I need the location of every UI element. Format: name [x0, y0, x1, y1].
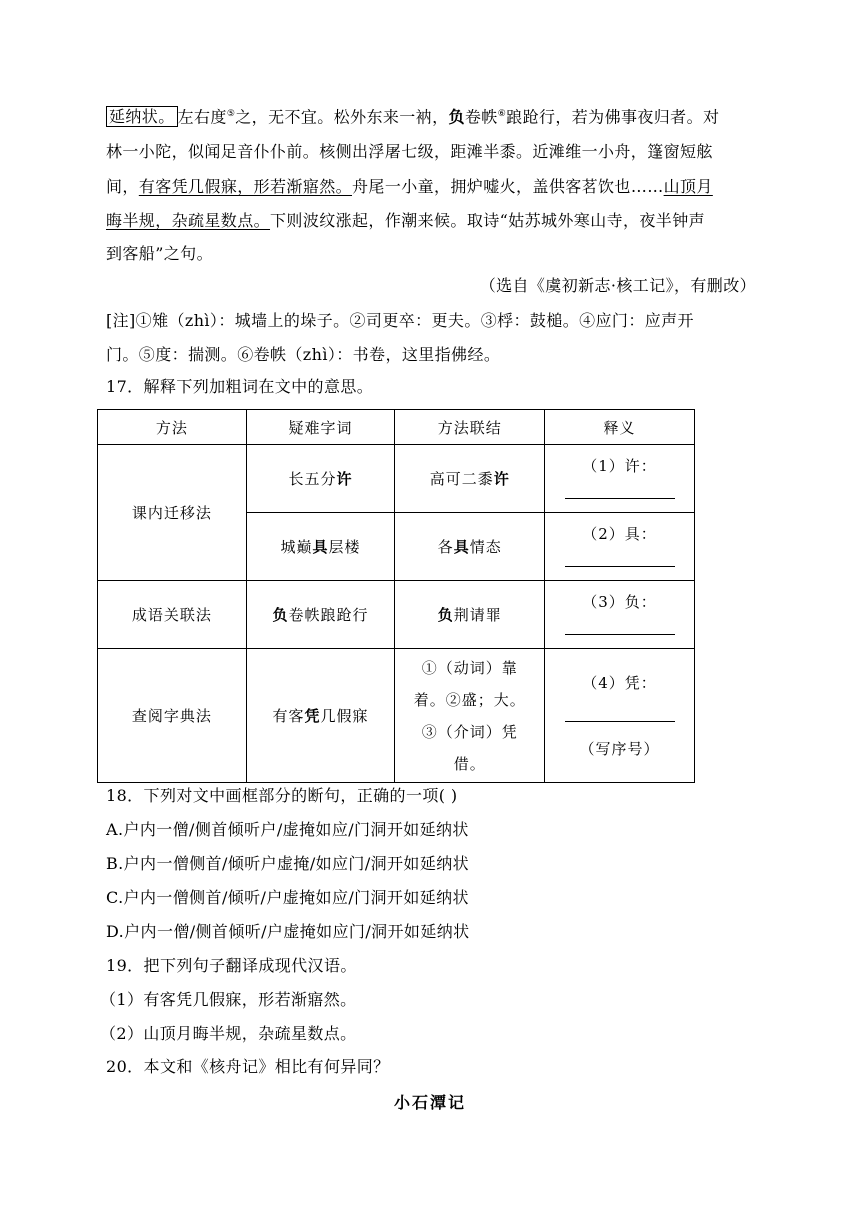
meaning-cell [545, 581, 695, 649]
underlined-phrase: 山顶月 [663, 177, 713, 196]
text-span: 之，无不宜。松外东来一衲， [235, 107, 449, 127]
text-span: 长五分 [288, 470, 337, 488]
link-cell [395, 581, 545, 649]
option-c[interactable]: C.户内一僧侧首/倾听/户虚掩如应/门洞开如延纳状 [106, 888, 469, 907]
bold-word: 凭 [304, 707, 321, 725]
meaning-label: （1）许： [582, 456, 657, 475]
bold-word: 负 [448, 107, 465, 127]
text-span: 城巅 [280, 538, 313, 556]
question-18: 18．下列对文中画框部分的断句，正确的一项( ) [106, 786, 458, 805]
passage-line-3 [106, 177, 756, 197]
footnote-mark: ⑤ [226, 109, 236, 119]
word-cell [246, 513, 395, 581]
option-b[interactable]: B.户内一僧侧首/倾听户虚掩/如应门/洞开如延纳状 [106, 854, 470, 873]
notes-line-2: 门。⑤度：揣测。⑥卷帙（zhì）：书卷，这里指佛经。 [106, 345, 501, 364]
answer-blank[interactable] [565, 550, 675, 567]
answer-blank[interactable] [565, 618, 675, 635]
link-cell [395, 649, 545, 783]
source-citation: （选自《虞初新志·核工记》，有删改） [479, 276, 756, 295]
method-cell: 课内迁移法 [98, 445, 247, 581]
meaning-label: （4）凭： [582, 674, 657, 692]
option-d[interactable]: D.户内一僧/侧首倾听/户虚掩如应门/洞开如延纳状 [106, 922, 470, 941]
meaning-cell [545, 445, 695, 513]
answer-blank[interactable] [565, 482, 675, 499]
underlined-phrase: 有客凭几假寐，形若渐寤然。 [138, 177, 353, 196]
bold-word: 许 [493, 470, 510, 488]
text-span: 舟尾一小童，拥炉嘘火，盖供客茗饮也…… [352, 177, 664, 196]
meaning-note: （写序号） [579, 740, 660, 758]
text-span: 层楼 [328, 538, 361, 556]
text-span: 卷帙 [464, 107, 498, 127]
text-span: 踉跄行，若为佛事夜归者。对 [506, 107, 720, 127]
meaning-label: （3）负： [582, 592, 657, 611]
meaning-cell [545, 649, 695, 783]
next-passage-title: 小石潭记 [393, 1093, 466, 1112]
notes-line-1: [注]①雉（zhì）：城墙上的垛子。②司更卒：更夫。③桴：鼓槌。④应门：应声开 [106, 311, 694, 330]
option-a[interactable]: A.户内一僧/侧首倾听户/虚掩如应/门洞开如延纳状 [106, 820, 469, 839]
table-header: 疑难字词 [246, 410, 395, 445]
question-19: 19．把下列句子翻译成现代汉语。 [106, 956, 357, 975]
table-row [98, 445, 695, 513]
meaning-cell [545, 513, 695, 581]
text-span: 情态 [469, 538, 502, 556]
q19-item-2: （2）山顶月晦半规，杂疏星数点。 [100, 1024, 357, 1043]
text-span: 间， [106, 177, 139, 196]
link-cell [395, 513, 545, 581]
passage-line-4 [106, 211, 756, 231]
answer-blank[interactable] [565, 705, 675, 722]
table-header: 释义 [545, 410, 695, 445]
word-cell [246, 581, 395, 649]
bold-word: 负 [272, 606, 289, 624]
question-17: 17．解释下列加粗词在文中的意思。 [106, 377, 374, 396]
passage-line-1 [106, 104, 756, 127]
question-20: 20．本文和《核舟记》相比有何异同？ [106, 1057, 390, 1076]
table-header: 方法联结 [395, 410, 545, 445]
definition-line: ③（介词）凭 [421, 722, 518, 741]
underlined-phrase: 晦半规，杂疏星数点。 [106, 211, 271, 230]
method-cell: 成语关联法 [98, 581, 247, 649]
word-cell [246, 649, 395, 783]
text-span: 下则波纹涨起，作潮来候。取诗“姑苏城外寒山寺，夜半钟声 [270, 211, 705, 230]
passage-line-2: 林一小陀，似闻足音仆仆前。核侧出浮屠七级，距滩半黍。近滩维一小舟，篷窗短舷 [106, 142, 713, 161]
definition-line: 借。 [453, 754, 486, 773]
text-span: 高可二黍 [429, 470, 494, 488]
table-header: 方法 [98, 410, 247, 445]
footnote-mark: ⑥ [497, 109, 507, 119]
passage-line-5: 到客船”之句。 [106, 244, 213, 263]
table-row [98, 649, 695, 783]
text-span: 左右度 [177, 107, 227, 127]
vocab-table [97, 409, 695, 783]
text-span: 卷帙踉跄行 [288, 606, 369, 624]
text-span: 荆请罪 [453, 606, 502, 624]
definition-line: 着。②盛；大。 [413, 690, 526, 709]
table-row [98, 581, 695, 649]
bold-word: 许 [336, 470, 353, 488]
table-header-row [98, 410, 695, 445]
text-span: 有客 [272, 707, 305, 725]
q19-item-1: （1）有客凭几假寐，形若渐寤然。 [100, 990, 357, 1009]
bold-word: 具 [312, 538, 329, 556]
method-cell: 查阅字典法 [98, 649, 247, 783]
bold-word: 具 [453, 538, 470, 556]
definition-line: ①（动词）靠 [421, 658, 518, 677]
bold-word: 负 [437, 606, 454, 624]
boxed-phrase: 延纳状。 [106, 106, 178, 127]
meaning-label: （2）具： [582, 524, 657, 543]
text-span: 各 [437, 538, 454, 556]
word-cell [246, 445, 395, 513]
link-cell [395, 445, 545, 513]
text-span: 几假寐 [320, 707, 369, 725]
